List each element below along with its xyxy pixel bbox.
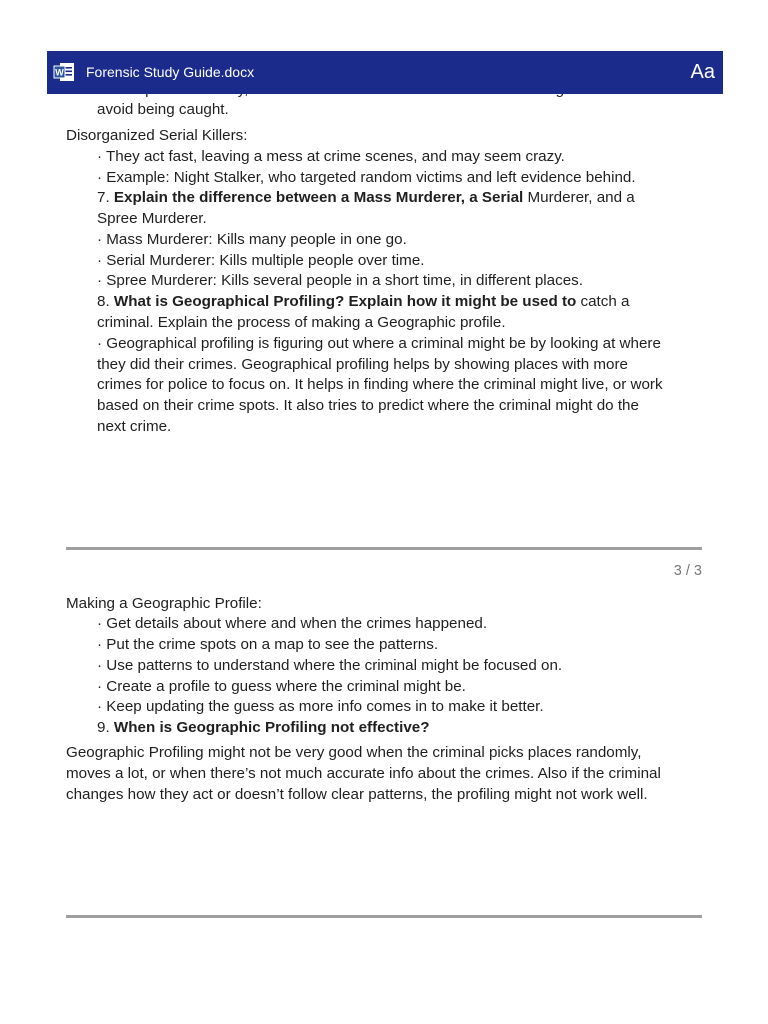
question-number: 9. bbox=[97, 719, 114, 736]
page-indicator: 3 / 3 bbox=[673, 563, 702, 579]
question-8-cont: criminal. Explain the process of making a Geographic profile. bbox=[97, 314, 506, 331]
text-size-button[interactable]: Aa bbox=[690, 61, 715, 83]
list-item: · Use patterns to understand where the criminal might be focused on. bbox=[97, 657, 563, 674]
answer-line: · Geographical profiling is figuring out where a criminal might be by looking at where bbox=[97, 335, 661, 352]
question-bold: Explain the difference between a Mass Murderer, a Serial bbox=[113, 189, 524, 206]
question-number: 7. bbox=[97, 189, 114, 206]
question-9 bbox=[97, 718, 429, 739]
answer-line: moves a lot, or when there’s not much accurate info about the crimes. Also if the criminal bbox=[66, 765, 661, 782]
page-divider bbox=[66, 915, 702, 918]
svg-text:W: W bbox=[55, 67, 64, 78]
answer-line: based on their crime spots. It also tries to predict where the criminal might do the bbox=[97, 397, 639, 414]
text-line: avoid being caught. bbox=[97, 101, 229, 118]
question-rest: Murderer, and a bbox=[523, 189, 635, 206]
question-7-cont: Spree Murderer. bbox=[97, 210, 207, 227]
answer-line: next crime. bbox=[97, 418, 172, 435]
list-item: · Example: Night Stalker, who targeted random victims and left evidence behind. bbox=[97, 169, 636, 186]
question-7 bbox=[97, 188, 635, 209]
list-item: · Keep updating the guess as more info comes in to make it better. bbox=[97, 698, 544, 715]
question-bold: What is Geographical Profiling? Explain how it might be used to bbox=[113, 293, 577, 310]
page-divider bbox=[66, 547, 702, 550]
question-bold: When is Geographic Profiling not effective? bbox=[113, 719, 430, 736]
answer-line: changes how they act or doesn’t follow clear patterns, the profiling might not work well. bbox=[66, 786, 648, 803]
list-item: · Put the crime spots on a map to see the patterns. bbox=[97, 636, 439, 653]
list-item: · Mass Murderer: Kills many people in one go. bbox=[97, 231, 407, 248]
answer-line: crimes for police to focus on. It helps in finding where the criminal might live, or work bbox=[97, 376, 663, 393]
section-heading: Disorganized Serial Killers: bbox=[66, 127, 248, 144]
question-number: 8. bbox=[97, 293, 114, 310]
question-8 bbox=[97, 292, 629, 313]
answer-line: Geographic Profiling might not be very good when the criminal picks places randomly, bbox=[66, 744, 642, 761]
question-rest: catch a bbox=[576, 293, 630, 310]
list-item: · Get details about where and when the crimes happened. bbox=[97, 615, 488, 632]
word-doc-icon bbox=[53, 61, 75, 83]
list-item: · They act fast, leaving a mess at crime scenes, and may seem crazy. bbox=[97, 148, 565, 165]
answer-line: they did their crimes. Geographical profiling helps by showing places with more bbox=[97, 356, 628, 373]
list-item: · Spree Murderer: Kills several people in a short time, in different places. bbox=[97, 272, 583, 289]
document-header-bar bbox=[47, 51, 723, 94]
list-item: · Create a profile to guess where the criminal might be. bbox=[97, 678, 466, 695]
list-item: · Serial Murderer: Kills multiple people over time. bbox=[97, 252, 425, 269]
section-heading: Making a Geographic Profile: bbox=[66, 595, 262, 612]
document-title: Forensic Study Guide.docx bbox=[86, 64, 255, 80]
